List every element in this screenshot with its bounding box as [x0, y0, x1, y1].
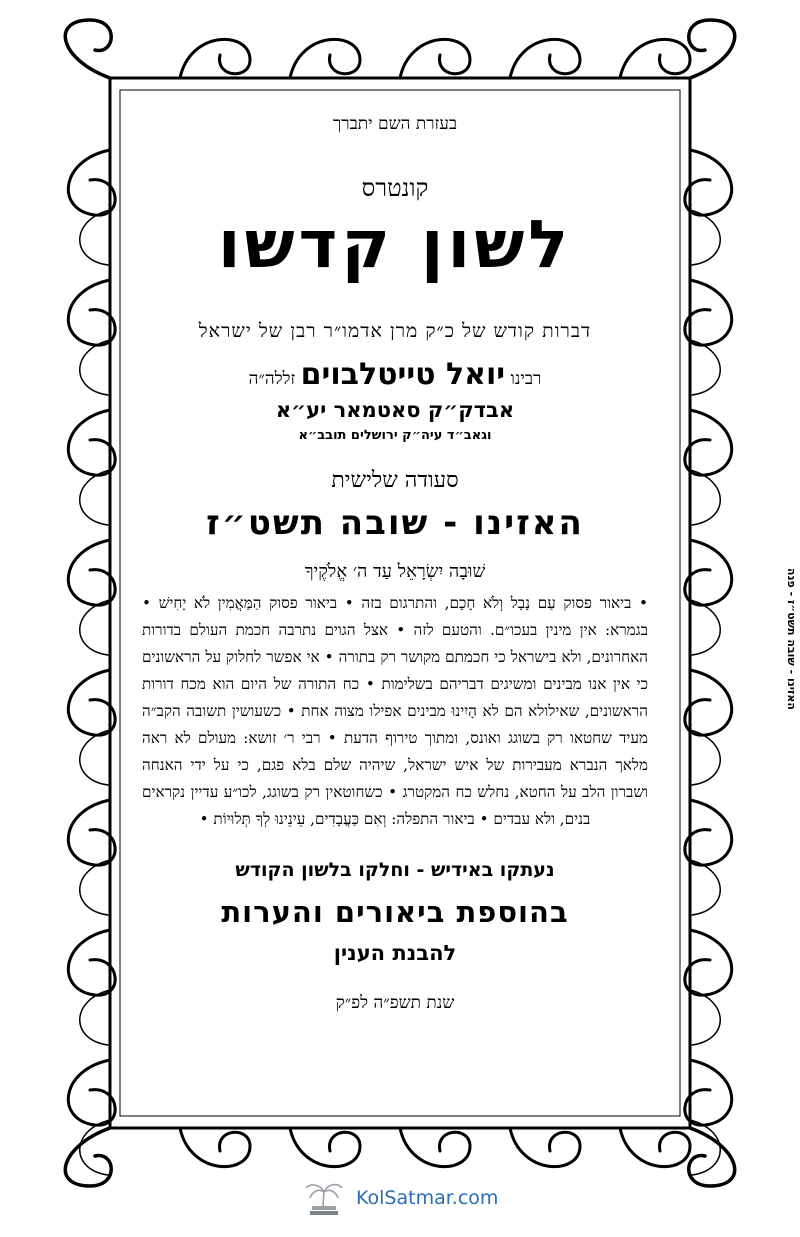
parsha-title: האזינו - שובה תשט״ז — [206, 502, 584, 543]
frame-flourish — [689, 1128, 735, 1186]
frame-flourish — [685, 670, 732, 735]
author-suffix: זללה״ה — [248, 368, 296, 389]
frame-flourish — [290, 39, 360, 78]
book-title: לשון קדשו — [217, 206, 573, 283]
frame-flourish — [690, 730, 720, 785]
frame-flourish — [80, 990, 110, 1045]
frame-flourish — [80, 860, 110, 915]
frame-flourish — [685, 280, 732, 345]
verse-line: שׁוּבָה יִשְׂרָאֵל עַד ה׳ אֱלֹקֶיךָ — [304, 560, 486, 582]
frame-flourish — [690, 470, 720, 525]
frame-flourish — [80, 210, 110, 265]
understanding-line: להבנת הענין — [333, 940, 457, 965]
frame-flourish — [510, 39, 580, 78]
frame-flourish — [690, 210, 720, 265]
frame-flourish — [68, 150, 115, 215]
frame-flourish — [65, 20, 111, 78]
frame-flourish — [80, 470, 110, 525]
frame-flourish — [400, 1128, 470, 1167]
frame-flourish — [180, 39, 250, 78]
frame-flourish — [68, 670, 115, 735]
palm-tree-books-icon — [302, 1178, 346, 1218]
frame-flourish — [68, 1060, 115, 1125]
frame-flourish — [685, 930, 732, 995]
frame-flourish — [685, 150, 732, 215]
additions-line: בהוספת ביאורים והערות — [221, 894, 569, 929]
frame-flourish — [690, 990, 720, 1045]
kuntres-label: קונטרס — [361, 174, 429, 202]
meal-label: סעודה שלישית — [331, 467, 459, 493]
frame-flourish — [290, 1128, 360, 1167]
author-title-satmar: אבדק״ק סאטמאר יע״א — [275, 397, 515, 422]
author-intro: דברות קודש של כ״ק מרן אדמו״ר רבן של ישראל — [198, 319, 592, 342]
publication-year: שנת תשפ״ה לפ״ק — [335, 992, 455, 1013]
frame-flourish — [620, 1128, 690, 1167]
frame-flourish — [68, 930, 115, 995]
author-name-line — [130, 357, 660, 392]
frame-flourish — [65, 1128, 111, 1186]
frame-flourish — [685, 800, 732, 865]
frame-flourish — [400, 39, 470, 78]
frame-flourish — [689, 20, 735, 78]
frame-flourish — [68, 280, 115, 345]
frame-flourish — [80, 600, 110, 655]
frame-flourish — [80, 340, 110, 395]
title-page — [130, 100, 660, 1110]
frame-flourish — [620, 39, 690, 78]
brand-wordmark: KolSatmar.com — [356, 1187, 499, 1209]
frame-flourish — [685, 410, 732, 475]
translation-note: נעתקו באידיש - וחלקו בלשון הקודש — [235, 858, 555, 881]
topics-summary: • ביאור פסוק עַם נָבָל וְלֹא חָכָם, והתרגום בזה • ביאור פסוק הַמַּאֲמִין לֹא יָחִישׁ • בגמרא: אין מינין בעכו״ם. והטעם לזה • אצל הגוים נתרבה חכמת העולם בדורות האחרונים, ולא בישראל כי חכמתם מקושר רק בתורה • אי אפשר לחלוק על הראשונים כי אין אנו מבינים ומשיגים דבריהם בשלימות • כח התורה של היום הוא מכח דורות הראשונים, שאילולא הם לא הָיִינוּ מבינים אפילו מצוה אחת • כשעושין תשובה הקב״ה מעיד שחטאו רק בשוגג ואונס, ומתוך טירוף הדעת • רבי ר׳ זושא: מעולם לא ראה מלאך הנברא מעבירות של איש ישראל, שיהיה שלם בלא פגם, כי על ידי האנחה ושברון הלב על החטא, נחלש כח המקטרג • כשחוטאין רק בשוגג, לכו״ע עדיין נקראים בנים, ולא עבדים • ביאור התפלה: וְאִם כַּעֲבָדִים, עֵינֵינוּ לְךָ תְּלוּיוֹת • — [142, 593, 648, 828]
author-prefix: רבינו — [510, 368, 542, 389]
frame-flourish — [690, 340, 720, 395]
frame-flourish — [68, 410, 115, 475]
author-title-jerusalem: וגאב״ד עיה״ק ירושלים תובב״א — [298, 427, 492, 443]
author-name: יואל טייטלבוים — [300, 356, 506, 392]
frame-flourish — [510, 1128, 580, 1167]
brand-footer[interactable] — [302, 1178, 498, 1218]
blessing-line: בעזרת השם יתברך — [332, 114, 458, 134]
frame-flourish — [685, 540, 732, 605]
frame-flourish — [690, 600, 720, 655]
frame-flourish — [68, 800, 115, 865]
frame-flourish — [685, 1060, 732, 1125]
frame-flourish — [68, 540, 115, 605]
frame-flourish — [80, 730, 110, 785]
side-caption: האזינו - שובה תשט״ז - פנה — [785, 568, 798, 710]
frame-flourish — [690, 860, 720, 915]
frame-flourish — [180, 1128, 250, 1167]
